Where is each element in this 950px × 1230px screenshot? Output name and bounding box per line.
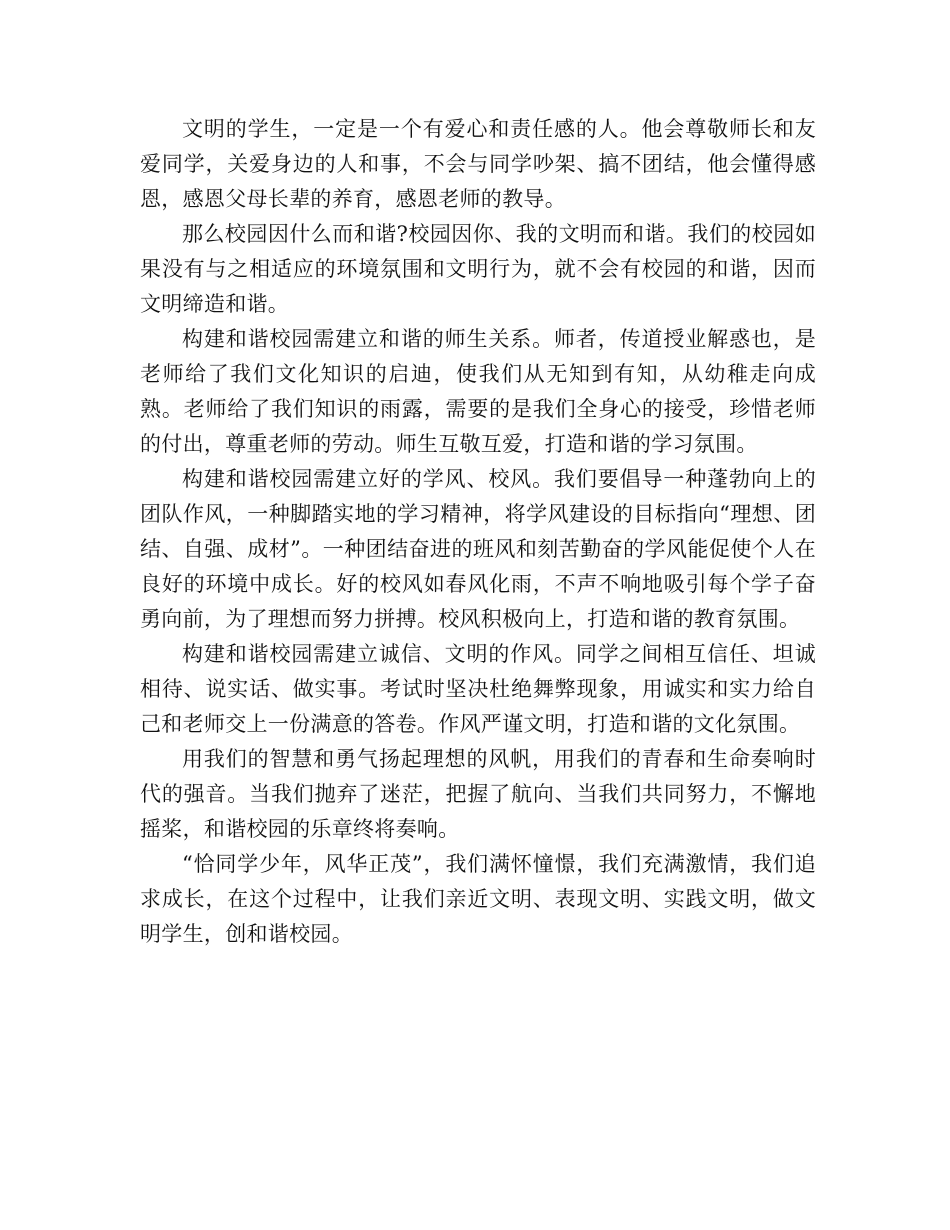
document-body xyxy=(140,112,816,952)
paragraph: 构建和谐校园需建立和谐的师生关系。师者，传道授业解惑也，是老师给了我们文化知识的启迪，使我们从无知到有知，从幼稚走向成熟。老师给了我们知识的雨露，需要的是我们全身心的接受，珍惜老师的付出，尊重老师的劳动。师生互敬互爱，打造和谐的学习氛围。 xyxy=(140,327,816,456)
paragraph: “恰同学少年，风华正茂”，我们满怀憧憬，我们充满激情，我们追求成长，在这个过程中，让我们亲近文明、表现文明、实践文明，做文明学生，创和谐校园。 xyxy=(140,852,816,946)
paragraph: 用我们的智慧和勇气扬起理想的风帆，用我们的青春和生命奏响时代的强音。当我们抛弃了迷茫，把握了航向、当我们共同努力，不懈地摇桨，和谐校园的乐章终将奏响。 xyxy=(140,747,816,841)
paragraph: 构建和谐校园需建立诚信、文明的作风。同学之间相互信任、坦诚相待、说实话、做实事。考试时坚决杜绝舞弊现象，用诚实和实力给自己和老师交上一份满意的答卷。作风严谨文明，打造和谐的文化氛围。 xyxy=(140,642,816,736)
paragraph: 那么校园因什么而和谐?校园因你、我的文明而和谐。我们的校园如果没有与之相适应的环境氛围和文明行为，就不会有校园的和谐，因而文明缔造和谐。 xyxy=(140,222,816,316)
paragraph: 文明的学生，一定是一个有爱心和责任感的人。他会尊敬师长和友爱同学，关爱身边的人和事，不会与同学吵架、搞不团结，他会懂得感恩，感恩父母长辈的养育，感恩老师的教导。 xyxy=(140,117,816,211)
paragraph: 构建和谐校园需建立好的学风、校风。我们要倡导一种蓬勃向上的团队作风，一种脚踏实地的学习精神，将学风建设的目标指向“理想、团结、自强、成材”。一种团结奋进的班风和刻苦勤奋的学风能促使个人在良好的环境中成长。好的校风如春风化雨，不声不响地吸引每个学子奋勇向前，为了理想而努力拼搏。校风积极向上，打造和谐的教育氛围。 xyxy=(140,467,816,631)
